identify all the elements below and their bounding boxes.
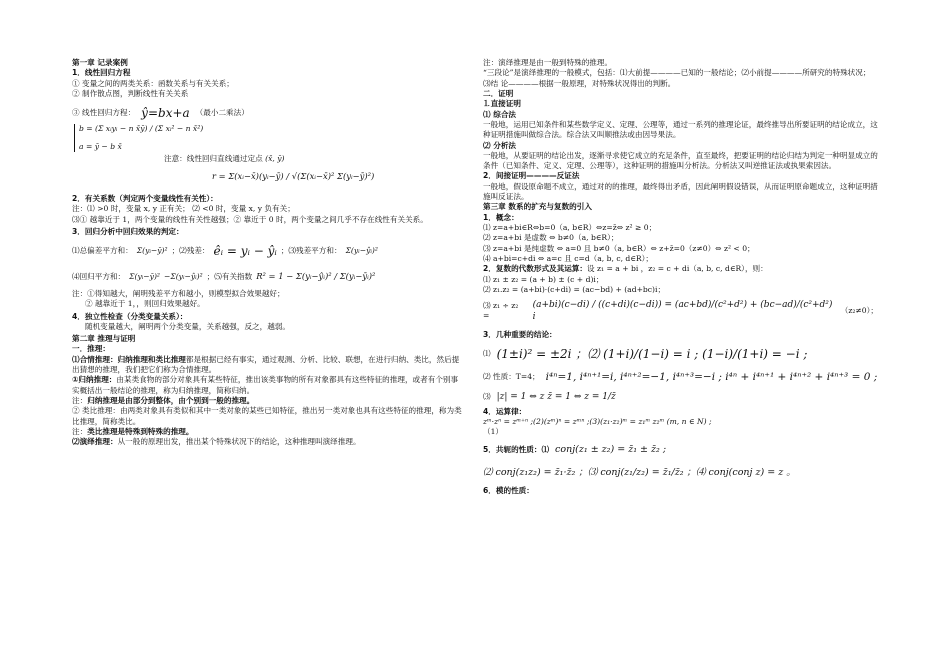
section-title: ⒈直接证明: [483, 99, 521, 109]
paragraph: 一般地，从要证明的结论出发，逐渐寻求使它成立的充足条件，直至最终，把要证明的结论归结为判定一种明显成立的条件（已知条件、定义、定理、公理等），这种证明的措施叫分析法。分析法又叫逆推证法或执果索因法。: [483, 150, 878, 171]
left-column: [72, 58, 464, 448]
paragraph: ⑶① 越靠近于 1，两个变量的线性有关性越强；② 靠近于 0 时，两个变量之间几乎不存在线性有关关系。: [72, 214, 428, 224]
section-title: 4．独立性检查（分类变量关系）：: [72, 311, 188, 321]
least-squares-formulas: [74, 124, 464, 153]
center-point-note: 注意：线性回归直线通过定点 (x̄, ȳ): [164, 154, 285, 164]
paragraph: ① 变量之间的两类关系：函数关系与有关关系；: [72, 78, 234, 88]
regression-equation-line: ③ 线性回归方程： ŷ=bx+a （最小二乘法）: [72, 106, 249, 121]
correlation-formula: r = Σ(xᵢ−x̄)(yᵢ−ȳ) / √(Σ(xᵢ−x̄)² Σ(yᵢ−ȳ)²): [212, 170, 375, 181]
subsection-title: ⑴ 综合法: [483, 109, 517, 119]
paragraph: ①归纳推理：由某类食物的部分对象具有某些特征，推出该类事物的所有对象都具有这些特征的推理，或者有个别事实概括出一般结论的推理，称为归纳推理，简称归纳。: [72, 375, 459, 395]
r-squared-formula: R² = 1 − Σ(yᵢ−ŷᵢ)² / Σ(yᵢ−ȳᵢ)²: [256, 271, 376, 282]
operation-law-index: （1）: [483, 427, 504, 437]
concept-item: ⑵ z=a+bi 是虚数 ⇔ b≠0（a, b∈R）；: [483, 233, 619, 243]
conjugate-property-1: 5．共轭的性质：⑴ conj(z₁ ± z₂) = z̄₁ ± z̄₂ ;: [483, 443, 667, 455]
operation-law: zᵐ·zⁿ = zᵐ⁺ⁿ ;(2)(zᵐ)ⁿ = zᵐⁿ ;(3)(z₁·z₂)ᵐ = z₁ᵐ z₂ᵐ (m, n ∈ N) ;: [483, 417, 712, 427]
subsection-title: ⑵ 分析法: [483, 140, 517, 150]
operation-item: ⑵ z₁.z₂ = (a+bi)·(c+di) = (ac−bd) + (ad+bc)i；: [483, 284, 666, 294]
chapter2-title: 第二章 推理与证明: [72, 334, 136, 344]
paragraph: 一般地，运用已知条件和某些数学定义、定理、公理等，通过一系列的推理论证，最终推导出所要证明的结论成立，这种证明措施叫做综合法。综合法又叫顺推法或由因导果法。: [483, 119, 878, 140]
paragraph: 一般地，假设原命题不成立，通过对的的推理，最终得出矛盾，因此阐明假设错误，从而证明原命题成立，这种证明措施叫反证法。: [483, 181, 878, 202]
conclusion-1: ⑴ (1±i)² = ±2i ；⑵ (1+i)/(1−i) = i ; (1−i)/(1+i) = −i ;: [483, 346, 808, 361]
paragraph: 注：⑴ >0 时，变量 x, y 正有关； ⑵ <0 时，变量 x, y 负有关；: [72, 204, 295, 214]
a-formula: a = ȳ − b x̄: [79, 141, 122, 151]
concept-item: ⑷ a+bi=c+di ⇔ a=c 且 c=d（a, b, c, d∈R）；: [483, 253, 653, 263]
b-formula: b = (Σ xᵢyᵢ − n x̄ȳ) / (Σ xᵢ² − n x̄²): [79, 123, 204, 133]
operation-item: ⑴ z₁ ± z₂ = (a + b) ± (c + d)i；: [483, 274, 604, 284]
section-title: 3．回归分析中回归效果的判定：: [72, 226, 184, 236]
paragraph: “三段论”是演绎推理的一般模式，包括：⑴大前提————已知的一般结论；⑵小前提————所研究的特殊状况；⑶结 论————根据一般原理，对特殊状况得出的判断。: [483, 68, 871, 88]
paragraph: ② 越靠近于 1，，则回归效果越好。: [85, 299, 205, 309]
paragraph: ② 类比推理：由两类对象具有类似和其中一类对象的某些已知特征，推出另一类对象也具有这些特征的推理，称为类比推理，简称类比。: [72, 406, 462, 426]
section-title: 二．证明: [483, 88, 514, 98]
paragraph: 注：①得知越大，阐明残差平方和越小，则模型拟合效果越好；: [72, 288, 285, 298]
right-column: [483, 58, 878, 496]
section-title: 4．运算律：: [483, 406, 527, 416]
paragraph: 注：归纳推理是由部分到整体，由个别到一般的推理。: [72, 396, 255, 406]
paragraph: 注：类比推理是特殊到特殊的推理。: [72, 426, 194, 436]
section-title: 一．推理：: [72, 344, 110, 354]
section-title: 1．线性回归方程: [72, 68, 131, 78]
section-title: 1．概念：: [483, 212, 519, 222]
chapter1-title: 第一章 记录案例: [72, 58, 128, 67]
section-title: 2．有关系数（判定两个变量线性有关性）：: [72, 193, 218, 203]
paragraph: 注：演绎推理是由一般到特殊的推理。: [483, 58, 613, 67]
paragraph: 2．复数的代数形式及其运算：设 z₁ = a + bi ，z₂ = c + di（a, b, c, d∈R），则：: [483, 264, 768, 274]
paragraph: ⑴合情推理：归纳推理和类比推理都是根据已经有事实，通过观测、分析、比较、联想，在进行归纳、类比，然后提出猜想的推理，我们把它们称为合情推理。: [72, 354, 460, 375]
division-formula-line: ⑶ z₁ ÷ z₂ = (a+bi)(c−di) / ((c+di)(c−di)) = (ac+bd)/(c²+d²) + (bc−ad)/(c²+d²) i （z₂≠0）；: [483, 300, 878, 323]
concept-item: ⑶ z=a+bi 是纯虚数 ⇔ a=0 且 b≠0（a, b∈R）⇔ z+z̄=0（z≠0）⇔ z² < 0；: [483, 243, 755, 253]
regression-eval-row2: ⑷回归平方和： Σ(yᵢ−ȳ)² −Σ(yᵢ−ŷᵢ)² ；⑸有关指数 R² = 1 − Σ(yᵢ−ŷᵢ)² / Σ(yᵢ−ȳᵢ)²: [72, 271, 376, 282]
chapter3-title: 第三章 数系的扩充与复数的引入: [483, 202, 592, 212]
regression-equation: ŷ=bx+a: [141, 106, 190, 121]
paragraph: 随机变量越大，阐明两个分类变量，关系越强，反之，越弱。: [85, 321, 291, 331]
section-title: 2．间接证明————反证法: [483, 171, 580, 181]
conjugate-property-2: ⑵ conj(z₁z₂) = z̄₁·z̄₂ ；⑶ conj(z₁/z₂) = z̄₁/z̄₂ ；⑷ conj(conj z) = z 。: [483, 466, 796, 478]
paragraph: ② 制作散点图，判断线性有关关系: [72, 88, 189, 98]
concept-item: ⑴ z=a+bi∈R⇔b=0（a, b∈R）⇔z=z̄⇔ z² ≥ 0；: [483, 223, 657, 232]
section-title: 3．几种重要的结论：: [483, 329, 557, 339]
paragraph: ⑵演绎推理：从一般的原理出发，推出某个特殊状况下的结论，这种推理叫演绎推理。: [72, 437, 361, 447]
regression-eval-row1: ⑴总偏差平方和： Σ(yᵢ−ȳ)² ；⑵残差： êᵢ = yᵢ − ŷᵢ ；⑶残差平方和： Σ(yᵢ−ŷᵢ)²: [72, 244, 378, 259]
section-title: 6．模的性质：: [483, 485, 534, 495]
conclusion-2: ⑵ 性质：T=4； i⁴ⁿ=1, i⁴ⁿ⁺¹=i, i⁴ⁿ⁺²=−1, i⁴ⁿ⁺³=−i ; i⁴ⁿ + i⁴ⁿ⁺¹ + i⁴ⁿ⁺² + i⁴ⁿ⁺³ = 0 ;: [483, 371, 878, 384]
conclusion-3: ⑶ |z| = 1 ⇔ z z̄ = 1 ⇔ z = 1/z̄: [483, 391, 616, 402]
